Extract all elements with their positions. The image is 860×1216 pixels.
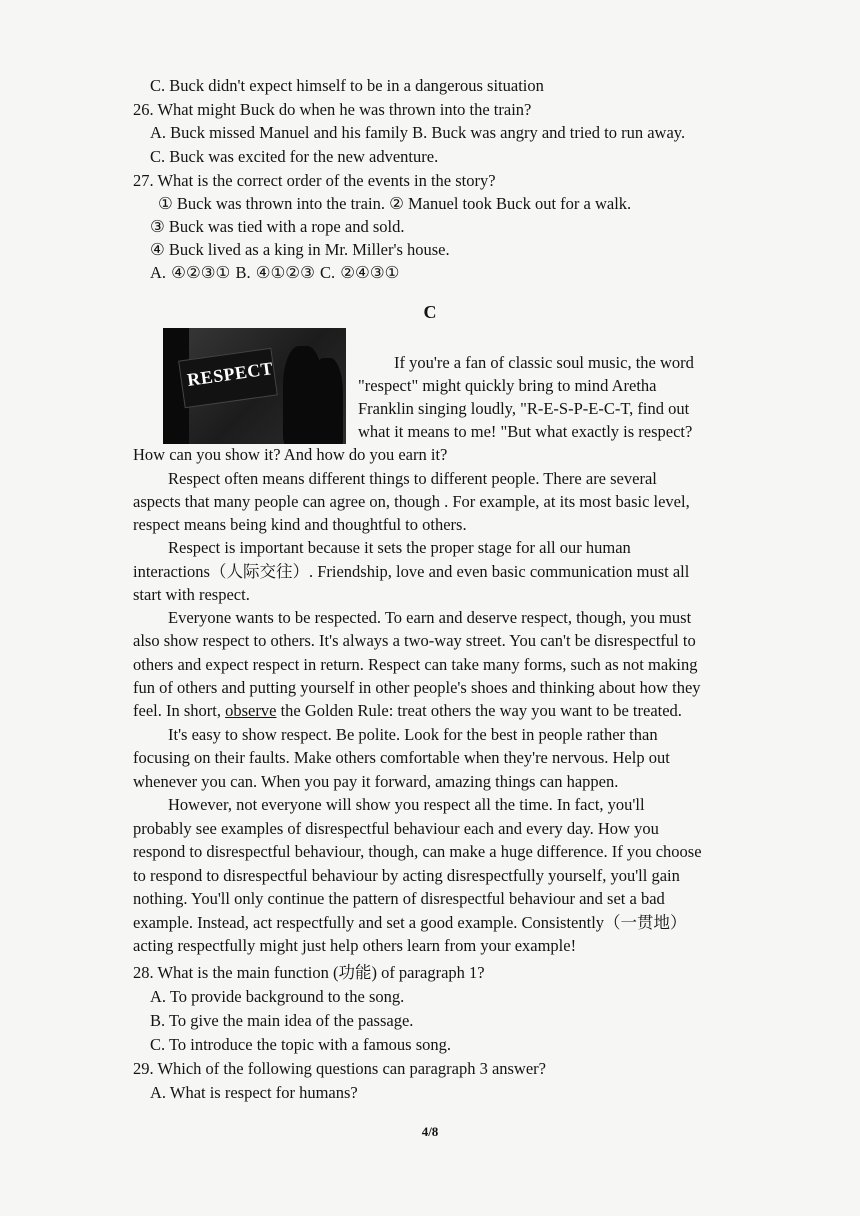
underlined-word-observe: observe bbox=[225, 701, 277, 720]
p1-line: If you're a fan of classic soul music, the word bbox=[394, 353, 694, 372]
p6-line: acting respectfully might just help others learn from your example! bbox=[133, 936, 577, 955]
q28-stem: 28. What is the main function (功能) of paragraph 1? bbox=[133, 963, 485, 982]
respect-photo bbox=[163, 328, 346, 444]
q28-option-c: C. To introduce the topic with a famous song. bbox=[150, 1035, 451, 1054]
p4-line: fun of others and putting yourself in other people's shoes and thinking about how they bbox=[133, 678, 701, 697]
p5-line: whenever you can. When you pay it forward, amazing things can happen. bbox=[133, 772, 619, 791]
p6-line: probably see examples of disrespectful behaviour each and every day. How you bbox=[133, 819, 659, 838]
p4-last-line bbox=[133, 700, 682, 722]
p6-line: respond to disrespectful behaviour, though, can make a huge difference. If you choose bbox=[133, 842, 702, 861]
q26-option-c: C. Buck was excited for the new adventure. bbox=[150, 147, 439, 166]
q29-option-a: A. What is respect for humans? bbox=[150, 1083, 358, 1102]
p4-line: Everyone wants to be respected. To earn and deserve respect, though, you must bbox=[168, 608, 692, 627]
q26-stem: 26. What might Buck do when he was thrown into the train? bbox=[133, 100, 532, 119]
p6-line: nothing. You'll only continue the pattern of disrespectful behaviour and set a bad bbox=[133, 889, 665, 908]
p4-text-before: feel. In short, bbox=[133, 701, 226, 720]
p5-line: focusing on their faults. Make others comfortable when they're nervous. Help out bbox=[133, 748, 670, 767]
p3-line: interactions（人际交往）. Friendship, love and even basic communication must all bbox=[133, 562, 690, 581]
p1-line: "respect" might quickly bring to mind Aretha bbox=[358, 376, 657, 395]
p4-line: others and expect respect in return. Respect can take many forms, such as not making bbox=[133, 655, 698, 674]
respect-sign-text: RESPECT bbox=[185, 358, 275, 390]
p6-line: However, not everyone will show you respect all the time. In fact, you'll bbox=[168, 795, 645, 814]
q26-options-ab: A. Buck missed Manuel and his family B. Buck was angry and tried to run away. bbox=[150, 123, 686, 142]
q25-option-c: C. Buck didn't expect himself to be in a dangerous situation bbox=[150, 76, 544, 95]
p3-line: start with respect. bbox=[133, 585, 250, 604]
p2-line: Respect often means different things to different people. There are several bbox=[168, 469, 657, 488]
q29-stem: 29. Which of the following questions can paragraph 3 answer? bbox=[133, 1059, 546, 1078]
p1-line: How can you show it? And how do you earn it? bbox=[133, 445, 448, 464]
page-number: 4/8 bbox=[421, 1124, 439, 1139]
p4-line: also show respect to others. It's always a two-way street. You can't be disrespectful to bbox=[133, 631, 696, 650]
q27-events-line1: ① Buck was thrown into the train. ② Manuel took Buck out for a walk. bbox=[158, 194, 632, 213]
q28-option-b: B. To give the main idea of the passage. bbox=[150, 1011, 414, 1030]
p1-line: what it means to me! "But what exactly is respect? bbox=[358, 422, 693, 441]
q28-option-a: A. To provide background to the song. bbox=[150, 987, 405, 1006]
q27-options: A. ④②③① B. ④①②③ C. ②④③① bbox=[150, 263, 400, 282]
p4-text-after: the Golden Rule: treat others the way you want to be treated. bbox=[276, 701, 682, 720]
q27-event-4: ④ Buck lived as a king in Mr. Miller's house. bbox=[150, 240, 450, 259]
section-label: C bbox=[423, 302, 437, 322]
q27-stem: 27. What is the correct order of the events in the story? bbox=[133, 171, 496, 190]
p2-line: respect means being kind and thoughtful to others. bbox=[133, 515, 467, 534]
p2-line: aspects that many people can agree on, though . For example, at its most basic level, bbox=[133, 492, 690, 511]
p5-line: It's easy to show respect. Be polite. Look for the best in people rather than bbox=[168, 725, 658, 744]
p6-line: to respond to disrespectful behaviour by acting disrespectfully yourself, you'll gain bbox=[133, 866, 680, 885]
p1-line: Franklin singing loudly, "R-E-S-P-E-C-T, find out bbox=[358, 399, 690, 418]
p3-line: Respect is important because it sets the proper stage for all our human bbox=[168, 538, 631, 557]
q27-event-3: ③ Buck was tied with a rope and sold. bbox=[150, 217, 405, 236]
p6-line: example. Instead, act respectfully and set a good example. Consistently（一贯地） bbox=[133, 913, 687, 932]
